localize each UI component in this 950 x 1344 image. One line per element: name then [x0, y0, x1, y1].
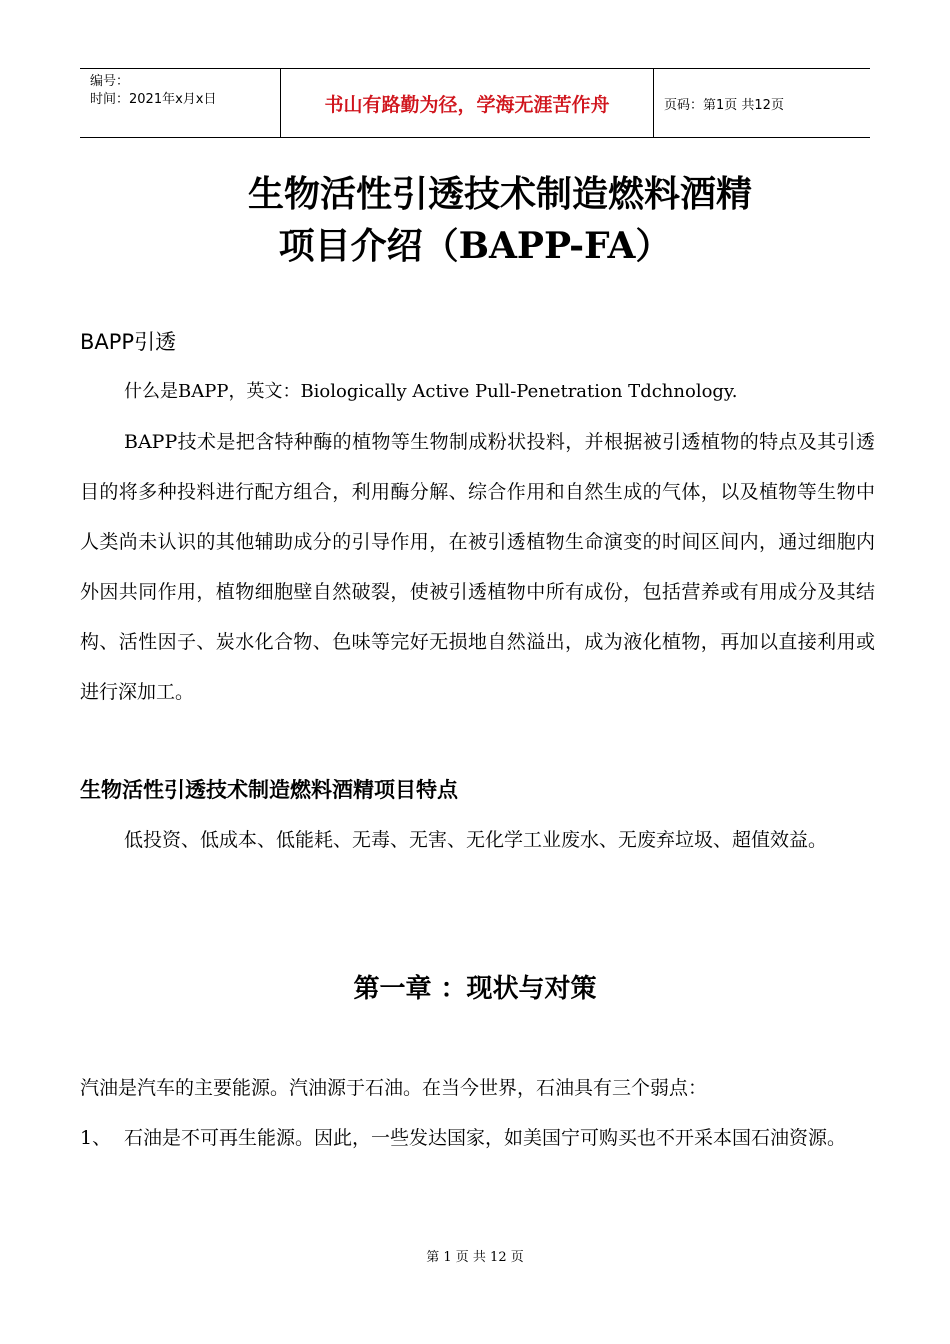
list-item — [80, 1113, 875, 1163]
chapter-heading: 第一章 ：现状与对策 — [353, 974, 597, 1004]
page-footer: 第 1 页 共 12 页 — [426, 1250, 524, 1265]
header-motto: 书山有路勤为径，学海无涯苦作舟 — [280, 69, 654, 137]
bapp-definition: 什么是BAPP，英文：Biologically Active Pull-Penetration Tdchnology. — [124, 381, 738, 402]
number-label: 编号： — [90, 74, 130, 89]
bapp-description: BAPP技术是把含特种酶的植物等生物制成粉状投料，并根据被引透植物的特点及其引透目的将多种投料进行配方组合，利用酶分解、综合作用和自然生成的气体，以及植物等生物中人类尚未认识的其他辅助成分的引导作用，在被引透植物生命演变的时间区间内，通过细胞内外因共同作用，植物细胞壁自然破裂，使被引透植物中所有成份，包括营养或有用成分及其结构、活性因子、炭水化合物、色味等完好无损地自然溢出，成为液化植物，再加以直接利用或进行深加工。 — [80, 431, 875, 703]
features-description: 低投资、低成本、低能耗、无毒、无害、无化学工业废水、无废弃垃圾、超值效益。 — [124, 829, 828, 851]
document-header — [80, 68, 870, 138]
list-item-text: 石油是不可再生能源。因此，一些发达国家，如美国宁可购买也不开采本国石油资源。 — [124, 1127, 847, 1149]
list-item-number: 1、 — [80, 1127, 112, 1149]
document-title-line1: 生物活性引透技术制造燃料酒精 — [247, 173, 752, 215]
header-meta — [80, 69, 280, 137]
header-page-info: 页码：第1页 共12页 — [664, 97, 784, 113]
time-label: 时间：2021年x月x日 — [90, 92, 217, 107]
section-heading-features: 生物活性引透技术制造燃料酒精项目特点 — [80, 778, 458, 802]
section-heading-bapp: BAPP引透 — [80, 330, 177, 354]
document-title-line2: 项目介绍（BAPP-FA） — [278, 225, 672, 267]
chapter-intro: 汽油是汽车的主要能源。汽油源于石油。在当今世界，石油具有三个弱点： — [80, 1077, 708, 1099]
